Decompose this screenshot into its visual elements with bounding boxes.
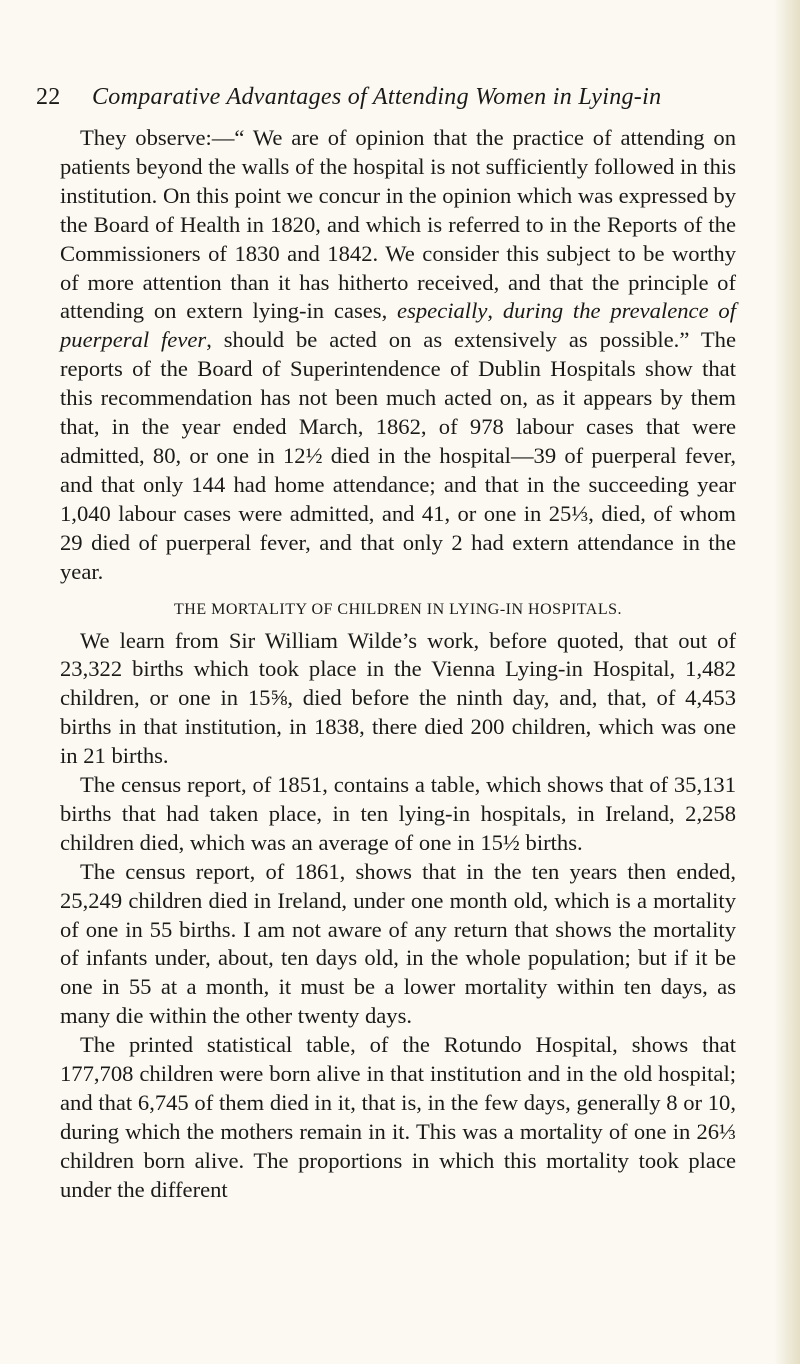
body-text [36, 124, 736, 1205]
paragraph-3: The census report, of 1851, contains a table, which shows that of 35,131 births that had taken place, in ten lying-in hospitals, in Ireland, 2,258 children died, which was an average of one in 15½ births. [60, 772, 736, 855]
book-page [36, 84, 766, 1205]
paragraph-5: The printed statistical table, of the Rotundo Hospital, shows that 177,708 children were born alive in that institution and in the old hospital; and that 6,745 of them died in it, that is, in the few days, generally 8 or 10, during which the mothers remain in it. This was a mortality of one in 26⅓ children born alive. The proportions in which this mortality took place under the different [60, 1032, 736, 1202]
emphasis-especially: especially [397, 298, 488, 324]
emphasis-puerperal-fever: during the prevalence of puerperal fever [60, 298, 736, 353]
paragraph-1: They observe:—“ We are of opinion that the practice of attending on patients beyond the walls of the hospital is not sufficiently followed in this institution. On this point we concur in the opinion which was expressed by the Board of Health in 1820, and which is referred to in the Reports of the Commissioners of 1830 and 1842. We consider this subject to be worthy of more attention than it has hitherto received, and that the principle of attending on extern lying-in cases, especially, during the prevalence of puerperal fever, should be acted on as extensively as possible.” The reports of the Board of Superintendence of Dublin Hospitals show that this recommendation has not been much acted on, as it appears by them that, in the year ended March, 1862, of 978 labour cases that were admitted, 80, or one in 12½ died in the hospital—39 of puerperal fever, and that only 144 had home attendance; and that in the succeeding year 1,040 labour cases were admitted, and 41, or one in 25⅓, died, of whom 29 died of puerperal fever, and that only 2 had extern attendance in the year. [60, 125, 736, 584]
paragraph-4: The census report, of 1861, shows that in the ten years then ended, 25,249 children died in Ireland, under one month old, which is a mortality of one in 55 births. I am not aware of any return that shows the mortality of infants under, about, ten days old, in the whole population; but if it be one in 55 at a month, it must be a lower mortality within ten days, as many die within the other twenty days. [60, 858, 736, 1029]
page-number: 22 [36, 84, 61, 110]
section-heading: THE MORTALITY OF CHILDREN IN LYING-IN HOSPITALS. [173, 600, 623, 618]
paragraph-2: We learn from Sir William Wilde’s work, before quoted, that out of 23,322 births which took place in the Vienna Lying-in Hospital, 1,482 children, or one in 15⅝, died before the ninth day, and, that, of 4,453 births in that institution, in 1838, there died 200 children, which was one in 21 births. [60, 627, 736, 769]
running-head [36, 84, 766, 124]
page-edge-shadow [774, 0, 800, 1364]
running-title: Comparative Advantages of Attending Women in Lying-in [92, 84, 662, 110]
